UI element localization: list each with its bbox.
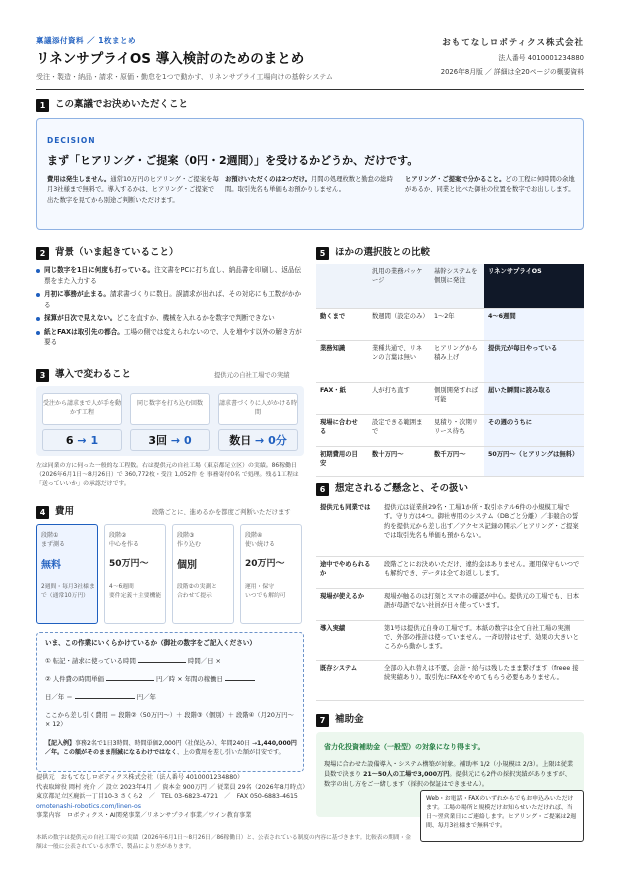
step-desc: 段階②の実測と 合わせて提示 — [177, 584, 217, 599]
calc-compare: ここから差し引く費用 ＝ 段階②（50万円〜）＋ 段階③（個別）＋ 段階④（月20万円〜 × 12） — [45, 712, 294, 729]
item-text: どこを直すか、機械を入れるかを数字で判断できない — [116, 314, 275, 323]
section-4-heading — [36, 505, 74, 519]
table-header: 基幹システムを個別に発注 — [430, 264, 484, 308]
table-header-row — [316, 264, 584, 308]
table-row — [316, 308, 584, 340]
table-cell: ヒアリングから積み上げ — [430, 340, 484, 382]
concern-label: 現場が使えるか — [316, 588, 380, 620]
value-to: 0分 — [268, 434, 287, 447]
step-value: 50万円〜 — [109, 559, 149, 569]
value-from: 3回 — [148, 434, 168, 447]
provider-url[interactable]: omotenashi-robotics.com/linen-os — [36, 802, 142, 810]
section-title: 想定されるご懸念と、その扱い — [335, 483, 469, 494]
step-label: 段階① まず測る — [41, 532, 66, 548]
subsidy-text-1: 現場に合わせた設備導入・システム構築が対象。補助率 1/2（小規模は 2/3）。上限は従業員数で決まり — [324, 761, 574, 778]
calc-row-1 — [45, 657, 221, 667]
point-bold: お預けいただくのは2つだけ。 — [225, 176, 311, 183]
table-cell: 業種共通で、リネンの言葉は無い — [368, 340, 430, 382]
section-title: この稟議でお決めいただくこと — [55, 99, 189, 110]
decision-point-1 — [47, 175, 219, 206]
value-from: 数日 — [229, 434, 252, 447]
rate-field[interactable] — [106, 680, 154, 681]
table-row — [316, 414, 584, 446]
concerns-table — [316, 500, 584, 701]
section-number: 2 — [36, 247, 49, 260]
point-text: 通常10万円のヒアリング・ご提案を毎月3社様まで無料で。導入するかは、ヒアリング・ご提案で出た数字を見てから別途ご判断いただけます。 — [47, 176, 219, 204]
table-header: 汎用の業務パッケージ — [368, 264, 430, 308]
calc-unit: 円／年 — [136, 693, 156, 701]
change-value: 3回 → 0 — [130, 429, 210, 451]
concern-label: 導入実績 — [316, 620, 380, 660]
section-4-note: 段階ごとに、進めるかを都度ご判断いただけます — [152, 509, 291, 516]
change-label: 受注から請求まで人が手を動かす工程 — [42, 393, 122, 425]
concern-answer: 第1号は提供元自身の工場です。本紙の数字は全て自社工場の実測で、外部の推計は使っていません。一斉切替はせず、効果の大きいところから動かします。 — [380, 620, 584, 660]
change-label: 請求書づくりに人がかける時間 — [218, 393, 298, 425]
section-3-heading — [36, 368, 131, 382]
step-label: 段階④ 使い続ける — [245, 532, 276, 548]
page-subtitle: 受注・製造・納品・請求・原価・勤怠を1つで動かす、リネンサプライ工場向けの基幹システム — [36, 73, 333, 81]
document-tag: 稟議添付資料 ／ 1枚まとめ — [36, 36, 136, 45]
calc-label: ② 人件費の時間単価 — [45, 675, 104, 683]
section-title: 費用 — [55, 506, 75, 517]
item-text: 注文書をPCに打ち直し、納品書を印刷し、返品伝票をまた入力する — [44, 266, 302, 285]
calc-unit: 日／年 ＝ — [45, 693, 73, 701]
step-desc: 運用・保守 いつでも解約可 — [245, 584, 286, 599]
section-number: 7 — [316, 714, 329, 727]
cost-steps — [36, 524, 304, 624]
footer-disclaimer: 本紙の数字は提供元の自社工場での実績（2026年6月1日〜8月26日／86稼働日）と、公表されている制度の内容に基づきます。比較表の期間・金額は一般に公表されている水準で、製品により差があります。 — [36, 835, 411, 850]
table-header-highlight: リネンサプライOS — [484, 264, 584, 308]
provider-line: 提供元 おもてなしロボティクス株式会社（法人番号 4010001234880） — [36, 774, 244, 781]
cost-calculator — [36, 632, 304, 772]
contact-box: Web・お電話・FAXのいずれからでもお申込みいただけます。工場の場所と規模だけお知らせいただければ、当日〜翌営業日にご連絡します。ヒアリング・ご提案は2週間、毎月3社様まで無料です。 — [420, 790, 584, 842]
item-bold: 紙とFAXは取引先の都合。 — [44, 327, 124, 336]
concern-answer: 段階ごとにお決めいただけ、違約金はありません。運用保守もいつでも解約でき、データは全てお返しします。 — [380, 556, 584, 588]
value-from: 6 — [65, 434, 74, 447]
list-item — [36, 313, 304, 324]
table-row — [316, 620, 584, 660]
calc-row-3 — [45, 693, 156, 703]
annual-cost-field[interactable] — [75, 698, 135, 699]
step-value: 20万円〜 — [245, 559, 285, 569]
provider-business: 事業内容 ロボティクス・AI関発事業／リネンサプライ事業／ワイン教育事業 — [36, 812, 252, 820]
header-divider — [36, 89, 584, 90]
change-value: 数日 → 0分 — [218, 429, 298, 451]
section-2-heading — [36, 246, 179, 260]
item-bold: 採算が日次で見えない。 — [44, 314, 117, 323]
step-label: 段階② 中心を作る — [109, 532, 140, 548]
change-footnote: 左は同業の方に伺った一般的な工程数。右は提供元の自社工場（東京都足立区）の実績。86稼働日（2026年6月1日〜8月26日）で 360,772枚・受注 1,052件 を 事務寄付0名 で処理。残る1工程は「送っていいか」の承認だけです。 — [36, 463, 299, 488]
table-row — [316, 660, 584, 700]
table-header — [316, 264, 368, 308]
step-label: 段階③ 作り込む — [177, 532, 202, 548]
table-cell: 人が打ち直す — [368, 382, 430, 414]
list-item — [36, 265, 304, 286]
provider-info — [36, 773, 416, 821]
comparison-table — [316, 264, 584, 477]
change-boxes — [36, 386, 304, 456]
step-desc: 4〜6週間 要件定義＋主要機能 — [109, 584, 162, 599]
concern-label: 既存システム — [316, 660, 380, 700]
step-card — [172, 524, 234, 624]
days-field[interactable] — [225, 680, 255, 681]
row-label: 業務知識 — [316, 340, 368, 382]
concern-answer: 現場が触るのは打刻とスマホの確認が中心。提供元の工場でも、日本語が母語でない社員が日々使っています。 — [380, 588, 584, 620]
concern-label: 途中でやめられるか — [316, 556, 380, 588]
example-label: 【記入例】 — [45, 740, 76, 747]
calc-example — [45, 739, 297, 758]
list-item — [36, 289, 304, 310]
table-row — [316, 446, 584, 476]
step-value: 個別 — [177, 560, 197, 571]
section-number: 4 — [36, 506, 49, 519]
table-cell-highlight: 提供元が毎日やっている — [484, 340, 584, 382]
section-title: 背景（いま起きていること） — [55, 247, 179, 258]
company-name: おもてなしロボティクス株式会社 — [442, 38, 584, 48]
table-cell-highlight: 4〜6週間 — [484, 308, 584, 340]
table-row — [316, 500, 584, 556]
section-7-heading — [316, 713, 364, 727]
table-cell: 数千万円〜 — [430, 446, 484, 476]
corporate-number: 法人番号 4010001234880 — [498, 54, 584, 62]
table-cell-highlight: 届いた瞬間に読み取る — [484, 382, 584, 414]
example-text: 事務2名で1日3時間、時間単価2,000円（社保込み）、年間240日 → — [75, 740, 258, 747]
point-bold: 費用は発生しません。 — [47, 176, 111, 183]
provider-line: 代表取締役 岡村 亮介 ／ 設立 2023年4月 ／ 資本金 900万円 ／ 従業員 29名（2026年8月時点） — [36, 783, 309, 791]
step-card — [36, 524, 98, 624]
change-value: 6 → 1 — [42, 429, 122, 451]
table-cell: 見積り・次期リリース待ち — [430, 414, 484, 446]
calc-unit: 円／時 × 年間の稼働日 — [155, 675, 223, 683]
section-number: 1 — [36, 99, 49, 112]
point-text: 月間の処理枚数と勤怠の総時間。取引先名も単価もお預かりしません。 — [225, 176, 393, 194]
section-number: 5 — [316, 247, 329, 260]
point-bold: ヒアリング・ご提案で分かること。 — [405, 176, 506, 183]
hours-field[interactable] — [138, 662, 186, 663]
value-to: 1 — [90, 434, 99, 447]
provider-address: 東京都足立区鹿浜一丁目10-3 さくら2 ／ TEL 03-6823-4721 ／ FAX 050-6883-4615 — [36, 793, 298, 801]
calc-unit: 時間／日 × — [187, 657, 221, 665]
row-label: 初期費用の目安 — [316, 446, 368, 476]
section-number: 3 — [36, 369, 49, 382]
decision-headline: まず「ヒアリング・ご提案（0円・2週間）」を受けるかどうか、だけです。 — [47, 154, 419, 167]
subsidy-bold: 21〜50人の工場で3,000万円 — [363, 770, 450, 778]
table-row — [316, 556, 584, 588]
step-card — [104, 524, 166, 624]
table-cell: 個別開発すれば可能 — [430, 382, 484, 414]
item-text: 請求書づくりに数日。誤請求が出れば、その対応にも工数がかかる — [44, 290, 302, 309]
concern-answer: 全部の入れ替えは不要。会計・給与は残したまま繋げます（freee 接続実績あり）。取引先にFAXをやめてもらう必要もありません。 — [380, 660, 584, 700]
row-label: FAX・紙 — [316, 382, 368, 414]
section-number: 6 — [316, 483, 329, 496]
calc-row-2 — [45, 675, 255, 685]
point-text: どの工程に何時間の余地があるか、同業と比べた御社の位置を数字でお出しします。 — [405, 176, 575, 194]
table-cell: 1〜2年 — [430, 308, 484, 340]
table-cell: 設定できる範囲まで — [368, 414, 430, 446]
table-cell: 数週間（設定のみ） — [368, 308, 430, 340]
section-title: ほかの選択肢との比較 — [335, 247, 431, 258]
section-title: 導入で変わること — [55, 369, 132, 380]
table-cell-highlight: その週のうちに — [484, 414, 584, 446]
section-title: 補助金 — [335, 714, 364, 725]
calc-label: ① 転記・請求に使っている時間 — [45, 657, 136, 665]
table-row — [316, 340, 584, 382]
calculator-title: いま、この作業にいくらかけているか（御社の数字をご記入ください） — [45, 639, 256, 647]
subsidy-headline: 省力化投資補助金（一般型）の対象になり得ます。 — [324, 743, 485, 751]
step-desc: 2週間・毎月3社様まで（通常10万円） — [41, 584, 95, 599]
subsidy-text-2: 。提供元にも2件の採択実績がありますが、数字の出し方をご一緒します（採択の保証はできません）。 — [324, 770, 571, 788]
item-text: 工場の側では変えられないので、人を増やす以外の解き方が要る — [44, 327, 302, 347]
step-value: 無料 — [41, 560, 61, 571]
concern-label: 提供元も同業では — [316, 500, 380, 556]
decision-card — [36, 118, 584, 230]
section-3-note: 提供元の自社工場での実績 — [214, 372, 290, 379]
row-label: 動くまで — [316, 308, 368, 340]
page-title: リネンサプライOS 導入検討のためのまとめ — [36, 51, 305, 67]
edition-note: 2026年8月版 ／ 詳細は全20ページの概要資料 — [440, 68, 584, 76]
decision-point-3 — [405, 175, 577, 196]
section-6-heading — [316, 482, 468, 496]
table-row — [316, 382, 584, 414]
list-item — [36, 327, 304, 348]
example-bold: 1,440,000円／年。この額がそのまま削減になるわけではなく — [45, 740, 297, 757]
section-1-heading — [36, 98, 188, 112]
decision-point-2 — [225, 175, 397, 196]
change-label: 同じ数字を打ち込む回数 — [130, 393, 210, 425]
table-cell-highlight: 50万円〜（ヒアリングは無料） — [484, 446, 584, 476]
table-cell: 数十万円〜 — [368, 446, 430, 476]
decision-label: DECISION — [47, 136, 96, 145]
value-to: 0 — [183, 434, 192, 447]
item-bold: 月初に事務が止まる。 — [44, 290, 110, 299]
step-card — [240, 524, 302, 624]
concern-answer: 提供元は従業員29名・工場1か所・取引ホテル6件の小規模工場です。守り方は4つ。御社専用のシステム（DBごと分離）／非競合の誓約を提供元から差し出す／アクセス記録の開示／ヒアリング・ご提案では取引先名も単価も預からない。 — [380, 500, 584, 556]
item-bold: 同じ数字を1日に何度も打っている。 — [44, 266, 155, 274]
section-5-heading — [316, 246, 430, 260]
row-label: 現場に合わせる — [316, 414, 368, 446]
example-text: 、上の費用を差し引いた額が目安です。 — [177, 749, 285, 757]
table-row — [316, 588, 584, 620]
background-list — [36, 265, 304, 351]
